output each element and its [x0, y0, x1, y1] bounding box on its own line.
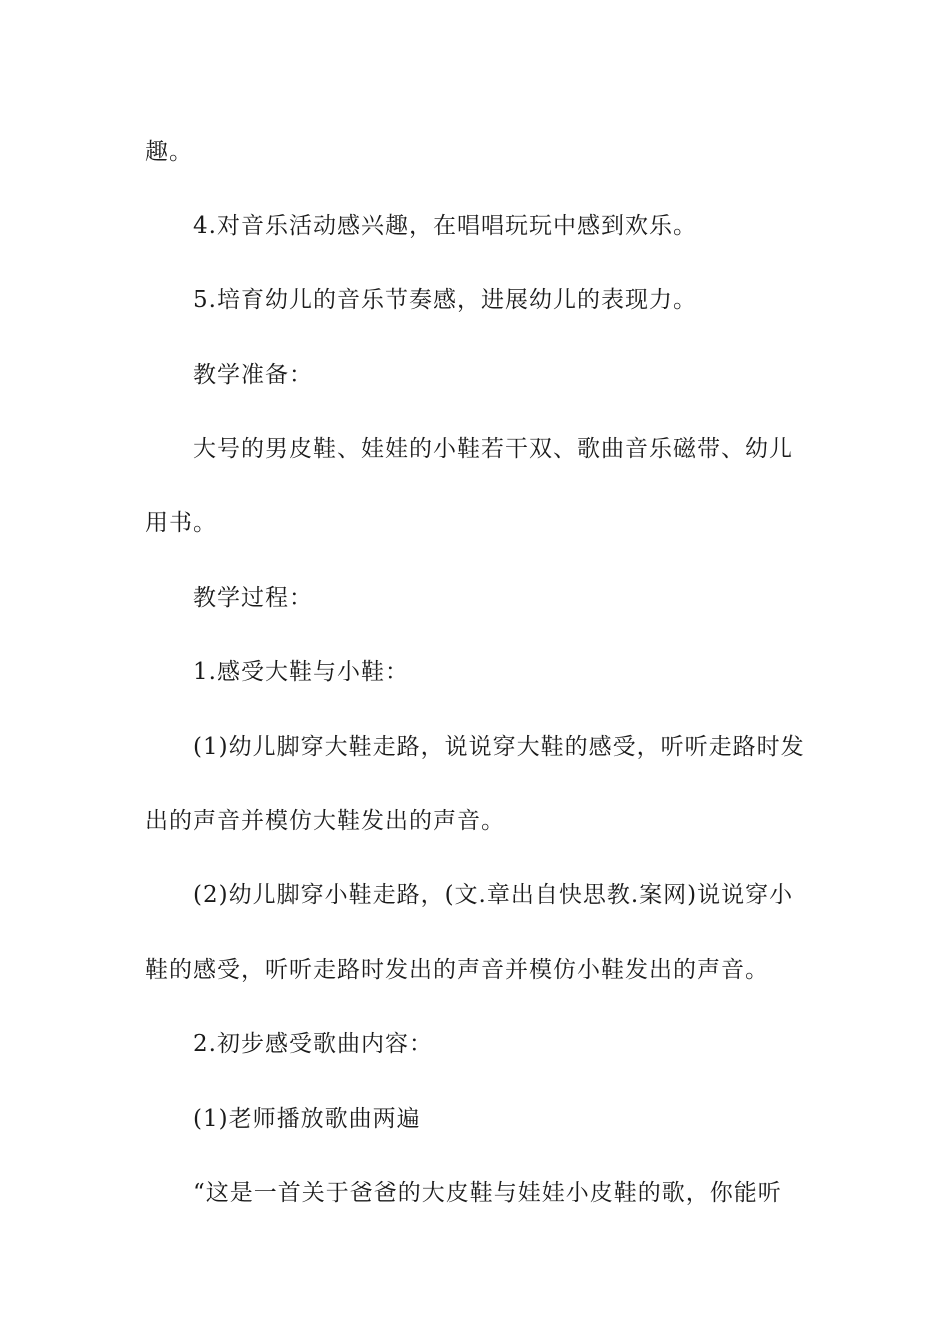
paragraph-line: “这是一首关于爸爸的大皮鞋与娃娃小皮鞋的歌，你能听	[193, 1180, 782, 1206]
section-heading: 教学过程：	[193, 585, 313, 611]
paragraph-line: (1)幼儿脚穿大鞋走路，说说穿大鞋的感受，听听走路时发	[193, 734, 805, 760]
paragraph-line: 大号的男皮鞋、娃娃的小鞋若干双、歌曲音乐磁带、幼儿	[193, 436, 793, 462]
paragraph-line: 5.培育幼儿的音乐节奏感，进展幼儿的表现力。	[193, 287, 697, 313]
paragraph-line: 趣。	[145, 139, 193, 165]
paragraph-line: 2.初步感受歌曲内容：	[193, 1031, 433, 1057]
paragraph-line: (1)老师播放歌曲两遍	[193, 1106, 421, 1132]
paragraph-line: 鞋的感受，听听走路时发出的声音并模仿小鞋发出的声音。	[145, 957, 769, 983]
paragraph-line: 1.感受大鞋与小鞋：	[193, 659, 409, 685]
paragraph-line: 4.对音乐活动感兴趣，在唱唱玩玩中感到欢乐。	[193, 213, 697, 239]
paragraph-line: 出的声音并模仿大鞋发出的声音。	[145, 808, 505, 834]
paragraph-line: (2)幼儿脚穿小鞋走路，(文.章出自快思教.案网)说说穿小	[193, 882, 794, 908]
section-heading: 教学准备：	[193, 362, 313, 388]
paragraph-line: 用书。	[145, 510, 217, 536]
